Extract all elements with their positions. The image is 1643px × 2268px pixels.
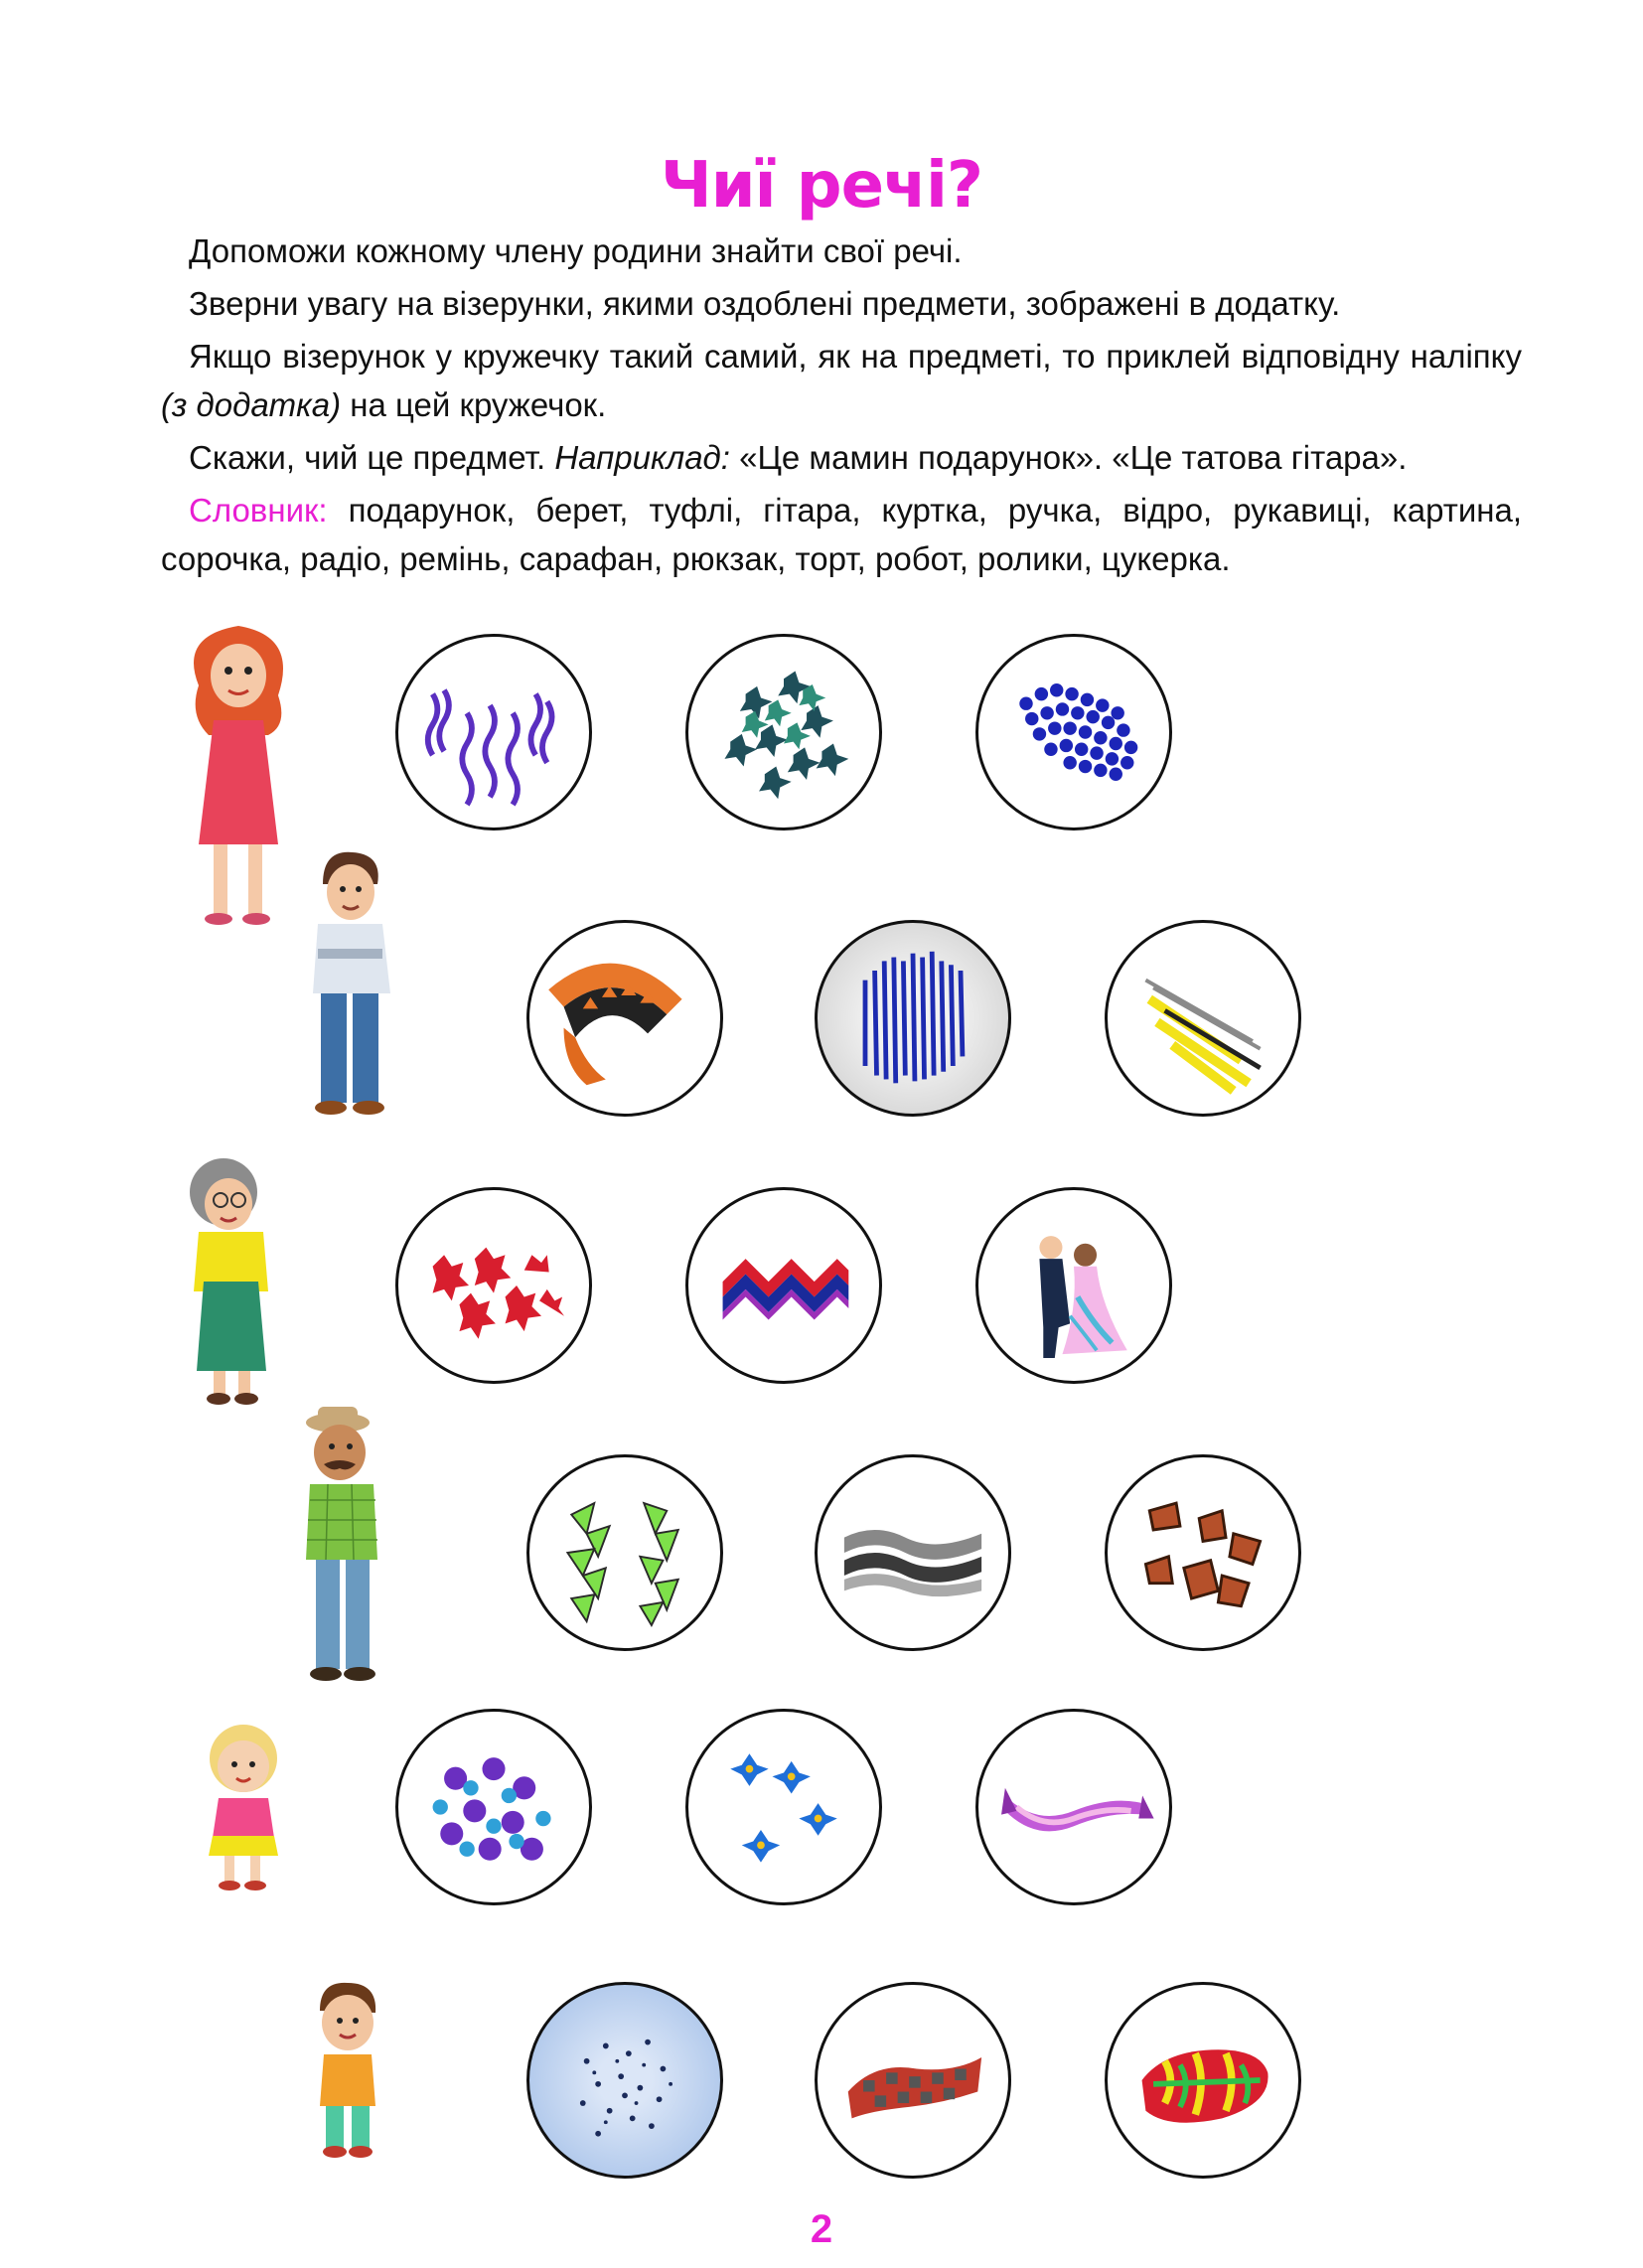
grandmother-figure [169, 1152, 288, 1411]
pattern-circle-father-3[interactable] [1105, 920, 1301, 1117]
pattern-circle-grandmother-3[interactable] [975, 1187, 1172, 1384]
pattern-circle-girl-2[interactable] [685, 1709, 882, 1905]
paragraph-4: Скажи, чий це предмет. Наприклад: «Це мамин подарунок». «Це татова гітара». [189, 439, 1408, 476]
paragraph-3: Якщо візерунок у кружечку такий самий, як на предметі, то приклей відповідну наліпку (з додатка) на цей кружечок. [161, 338, 1522, 423]
vocabulary-label: Словник: [189, 492, 328, 529]
pattern-circle-girl-3[interactable] [975, 1709, 1172, 1905]
pattern-circle-father-2[interactable] [815, 920, 1011, 1117]
pattern-circle-grandfather-1[interactable] [526, 1454, 723, 1651]
vocabulary: Словник: подарунок, берет, туфлі, гітара, куртка, ручка, відро, рукавиці, картина, сорочка, радіо, ремінь, сарафан, рюкзак, торт, робот, ролики, цукерка. [161, 492, 1522, 577]
pattern-circle-girl-1[interactable] [395, 1709, 592, 1905]
pattern-circle-grandfather-2[interactable] [815, 1454, 1011, 1651]
pattern-circle-father-1[interactable] [526, 920, 723, 1117]
pattern-circle-mother-2[interactable] [685, 634, 882, 831]
father-figure [283, 844, 412, 1123]
boy-figure [298, 1977, 397, 2166]
pattern-circle-boy-3[interactable] [1105, 1982, 1301, 2179]
girl-figure [179, 1719, 308, 1897]
pattern-circle-mother-1[interactable] [395, 634, 592, 831]
pattern-circle-grandmother-1[interactable] [395, 1187, 592, 1384]
pattern-circle-boy-1[interactable] [526, 1982, 723, 2179]
pattern-circle-mother-3[interactable] [975, 634, 1172, 831]
pattern-circle-grandmother-2[interactable] [685, 1187, 882, 1384]
page-title: Чиї речі? [661, 149, 982, 223]
page-number: 2 [810, 2207, 833, 2251]
grandfather-figure [278, 1401, 407, 1689]
pattern-circle-grandfather-3[interactable] [1105, 1454, 1301, 1651]
paragraph-1: Допоможи кожному члену родини знайти свої речі. [189, 232, 963, 269]
paragraph-2: Зверни увагу на візерунки, якими оздоблені предмети, зображені в додатку. [189, 285, 1341, 322]
pattern-circle-boy-2[interactable] [815, 1982, 1011, 2179]
instructions [161, 227, 1522, 587]
